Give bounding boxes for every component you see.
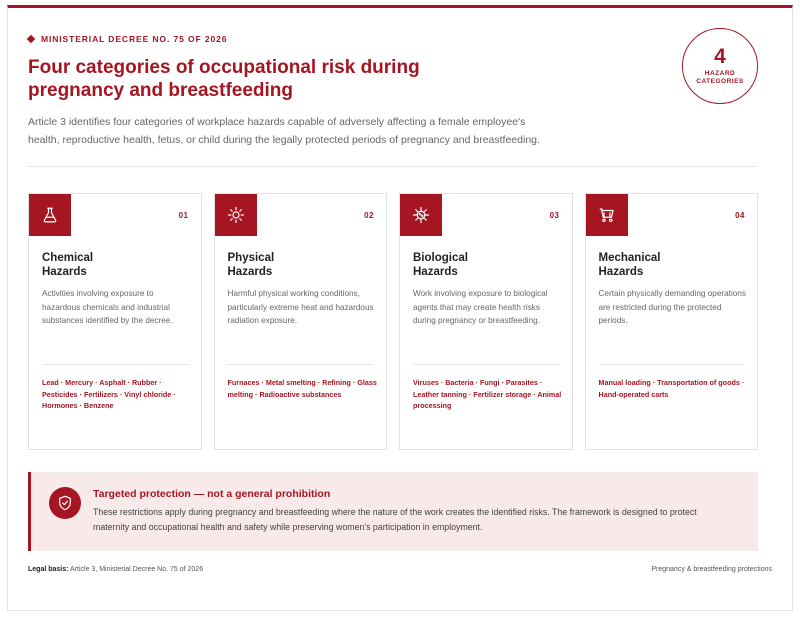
card-description: Harmful physical working conditions, particularly extreme heat and hazardous radiation exposure. — [227, 289, 374, 325]
virus-icon — [400, 194, 442, 236]
legal-basis-text: Article 3, Ministerial Decree No. 75 of 2026 — [70, 566, 204, 573]
card-description: Work involving exposure to biological agents that may create health risks during pregnancy or breastfeeding. — [413, 289, 548, 325]
badge-number: 4 — [714, 45, 726, 68]
card-title-line1: Mechanical — [598, 252, 661, 264]
sun-icon — [215, 194, 257, 236]
badge-label-line1: HAZARD — [704, 70, 736, 77]
decree-eyebrow — [28, 34, 227, 44]
diamond-icon — [27, 35, 35, 43]
card-description: Activities involving exposure to hazardous chemicals and industrial substances identified by the decree. — [42, 289, 173, 325]
eyebrow-text: MINISTERIAL DECREE NO. 75 OF 2026 — [41, 34, 228, 44]
card-title-line1: Physical — [227, 252, 275, 264]
card-divider — [599, 364, 745, 365]
card-title-line2: Hazards — [42, 266, 87, 278]
card-number: 03 — [549, 211, 560, 220]
card-tags: Viruses · Bacteria · Fungi · Parasites · Leather tanning · Fertilizer storage · Animal processing — [413, 378, 562, 410]
card-divider — [42, 364, 188, 365]
badge-label — [696, 70, 744, 86]
card-divider — [228, 364, 374, 365]
card-number: 02 — [364, 211, 374, 220]
flask-icon — [29, 194, 71, 236]
card-tags: Lead · Mercury · Asphalt · Rubber · Pesticides · Fertilizers · Vinyl chloride · Hormones · Benzene — [42, 378, 176, 410]
notice-title: Targeted protection — not a general prohibition — [93, 488, 331, 500]
card-number: 04 — [735, 211, 745, 220]
hazard-card-physical — [214, 193, 388, 450]
header-divider — [28, 166, 758, 167]
card-title-line1: Chemical — [42, 252, 94, 264]
badge-label-line2: CATEGORIES — [696, 78, 744, 85]
hazard-cards — [28, 193, 758, 450]
page-title: Four categories of occupational risk during pregnancy and breastfeeding — [28, 57, 420, 101]
card-description: Certain physically demanding operations are restricted during the protected periods. — [598, 289, 746, 325]
card-divider — [413, 364, 559, 365]
protection-notice — [28, 472, 758, 551]
card-title — [599, 251, 739, 279]
card-title-line2: Hazards — [227, 266, 273, 278]
hazard-count-badge — [682, 28, 758, 104]
card-title — [413, 251, 553, 279]
card-tags: Furnaces · Metal smelting · Refining · Glass melting · Radioactive substances — [227, 378, 377, 399]
notice-text: These restrictions apply during pregnancy and breastfeeding where the nature of the work creates the identified risks. The framework is designed to protect maternity and occupational health and safety while preserving women's participation in employment. — [93, 507, 697, 532]
hazard-card-chemical — [28, 193, 202, 450]
card-title-line2: Hazards — [598, 266, 644, 278]
hazard-card-biological — [399, 193, 573, 450]
card-title — [228, 251, 368, 279]
card-title — [42, 251, 182, 279]
card-number: 01 — [178, 211, 189, 220]
legal-basis-label: Legal basis: — [28, 566, 69, 573]
hazard-card-mechanical — [585, 193, 759, 450]
card-title-line1: Biological — [413, 252, 468, 264]
footer-caption: Pregnancy & breastfeeding protections — [651, 566, 772, 573]
legal-basis — [28, 566, 203, 573]
card-title-line2: Hazards — [413, 266, 458, 278]
page-lead: Article 3 identifies four categories of workplace hazards capable of adversely affecting a female employee's health, reproductive health, fetus, or child during the legally protected periods of pregnancy and breastfeeding. — [28, 116, 540, 146]
shield-icon — [49, 487, 81, 519]
cart-icon — [586, 194, 628, 236]
card-tags: Manual loading · Transportation of goods · Hand-operated carts — [598, 378, 745, 399]
